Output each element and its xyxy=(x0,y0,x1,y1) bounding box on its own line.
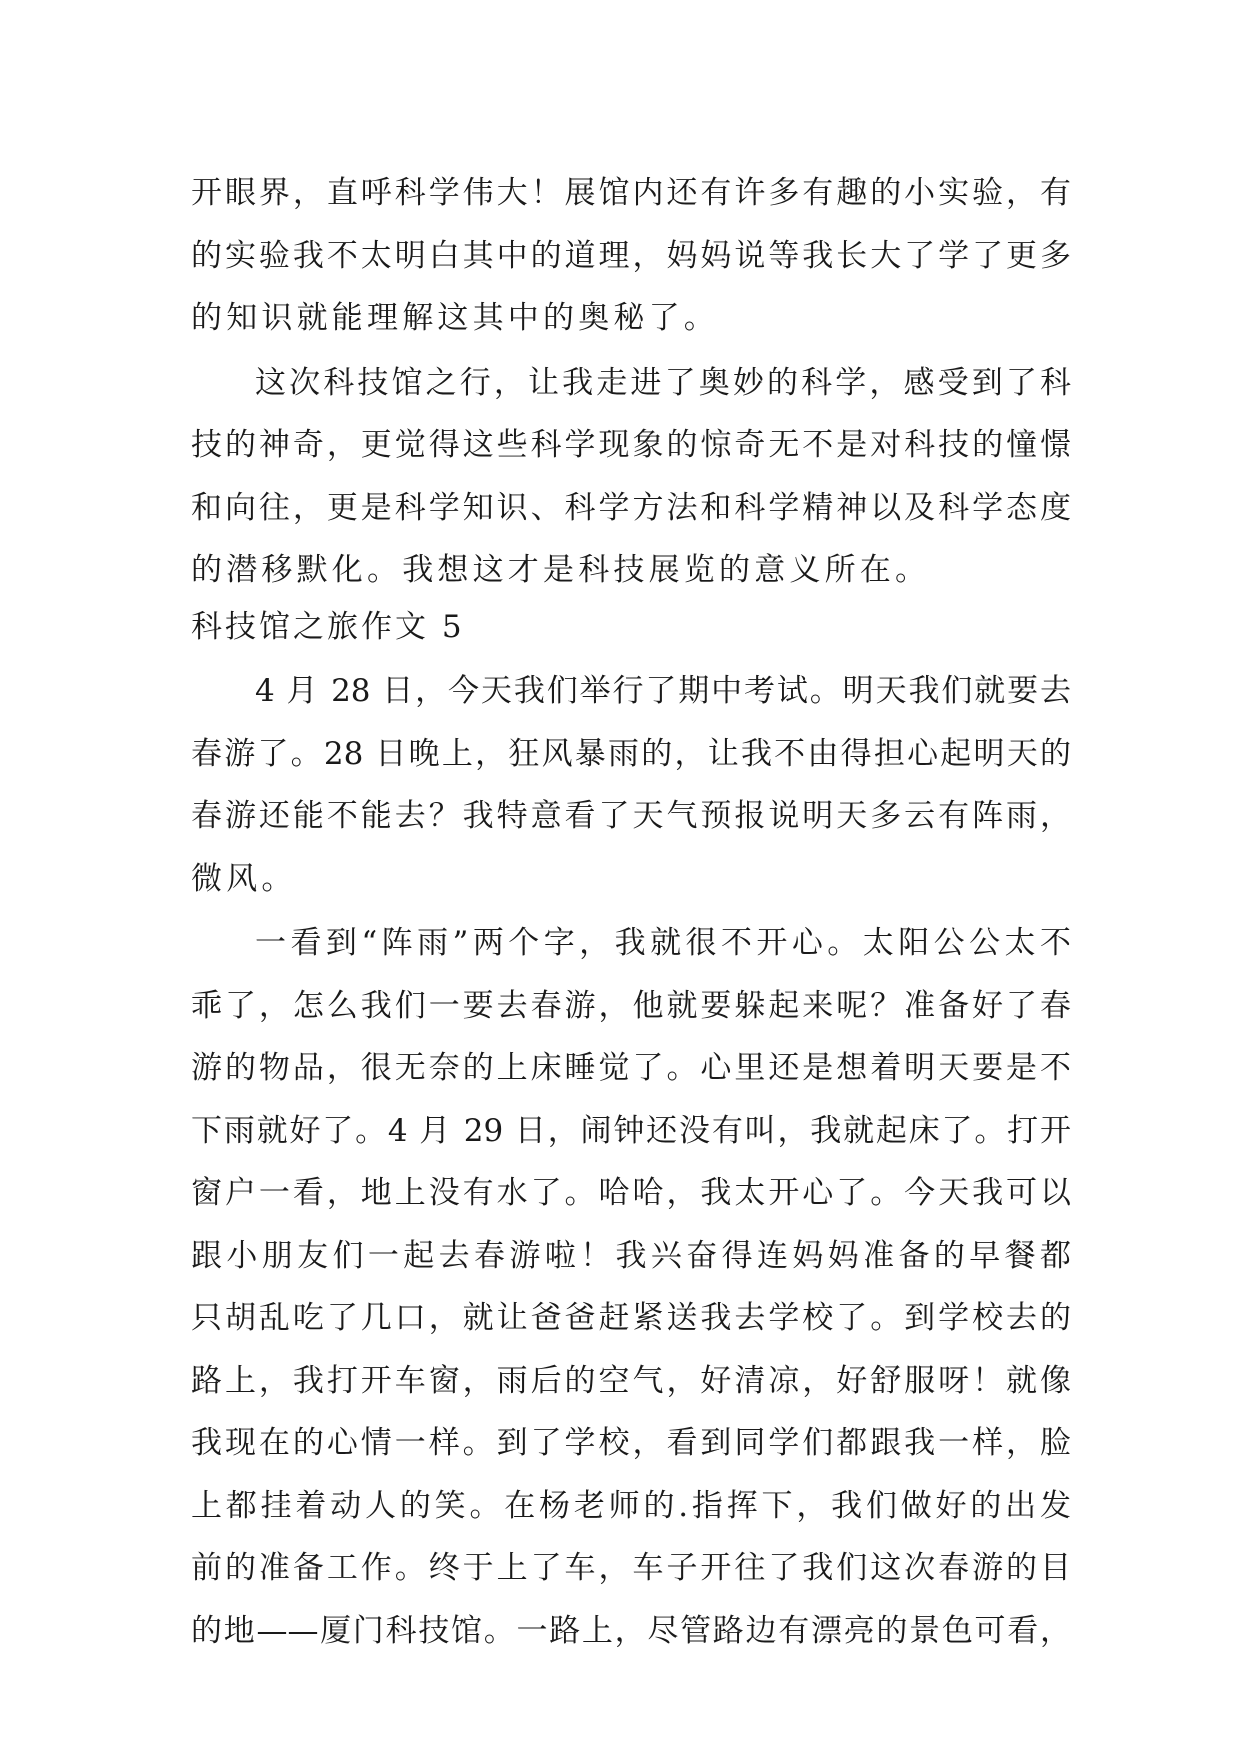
paragraph xyxy=(191,660,1071,910)
text-line: 下雨就好了。4 月 29 日，闹钟还没有叫，我就起床了。打开 xyxy=(191,1112,1071,1149)
text-line: 一看到“阵雨”两个字，我就很不开心。太阳公公太不 xyxy=(255,925,1071,961)
text-line: 游的物品，很无奈的上床睡觉了。心里还是想着明天要是不 xyxy=(191,1050,1071,1086)
text-line: 4 月 28 日，今天我们举行了期中考试。明天我们就要去 xyxy=(255,673,1071,709)
text-line: 窗户一看，地上没有水了。哈哈，我太开心了。今天我可以 xyxy=(191,1175,1071,1211)
text-line: 的潜移默化。我想这才是科技展览的意义所在。 xyxy=(191,552,931,588)
document-page xyxy=(191,162,1071,1662)
text-line: 春游了。28 日晚上，狂风暴雨的，让我不由得担心起明天的 xyxy=(191,735,1071,772)
text-line: 前的准备工作。终于上了车，车子开往了我们这次春游的目 xyxy=(191,1550,1071,1586)
section-heading: 科技馆之旅作文 5 xyxy=(191,608,465,645)
text-line: 只胡乱吃了几口，就让爸爸赶紧送我去学校了。到学校去的 xyxy=(191,1300,1071,1336)
text-line: 跟小朋友们一起去春游啦！我兴奋得连妈妈准备的早餐都 xyxy=(191,1237,1071,1274)
text-line: 我现在的心情一样。到了学校，看到同学们都跟我一样，脸 xyxy=(191,1425,1071,1461)
paragraph xyxy=(191,162,1071,350)
text-line: 春游还能不能去？我特意看了天气预报说明天多云有阵雨， xyxy=(191,798,1071,834)
text-line: 技的神奇，更觉得这些科学现象的惊奇无不是对科技的憧憬 xyxy=(191,427,1071,463)
text-line: 微风。 xyxy=(191,860,297,897)
paragraph xyxy=(191,352,1071,602)
text-line: 和向往，更是科学知识、科学方法和科学精神以及科学态度 xyxy=(191,489,1071,526)
text-line: 路上，我打开车窗，雨后的空气，好清凉，好舒服呀！就像 xyxy=(191,1362,1071,1399)
text-line: 上都挂着动人的笑。在杨老师的.指挥下，我们做好的出发 xyxy=(191,1487,1071,1524)
text-line: 的知识就能理解这其中的奥秘了。 xyxy=(191,300,719,336)
text-line: 这次科技馆之行，让我走进了奥妙的科学，感受到了科 xyxy=(255,364,1071,401)
text-line: 乖了，怎么我们一要去春游，他就要躲起来呢？准备好了春 xyxy=(191,987,1071,1024)
text-line: 开眼界，直呼科学伟大！展馆内还有许多有趣的小实验，有 xyxy=(191,175,1071,211)
text-line: 的地——厦门科技馆。一路上，尽管路边有漂亮的景色可看， xyxy=(191,1612,1071,1649)
text-line: 的实验我不太明白其中的道理，妈妈说等我长大了学了更多 xyxy=(191,237,1071,274)
paragraph xyxy=(191,912,1071,1662)
